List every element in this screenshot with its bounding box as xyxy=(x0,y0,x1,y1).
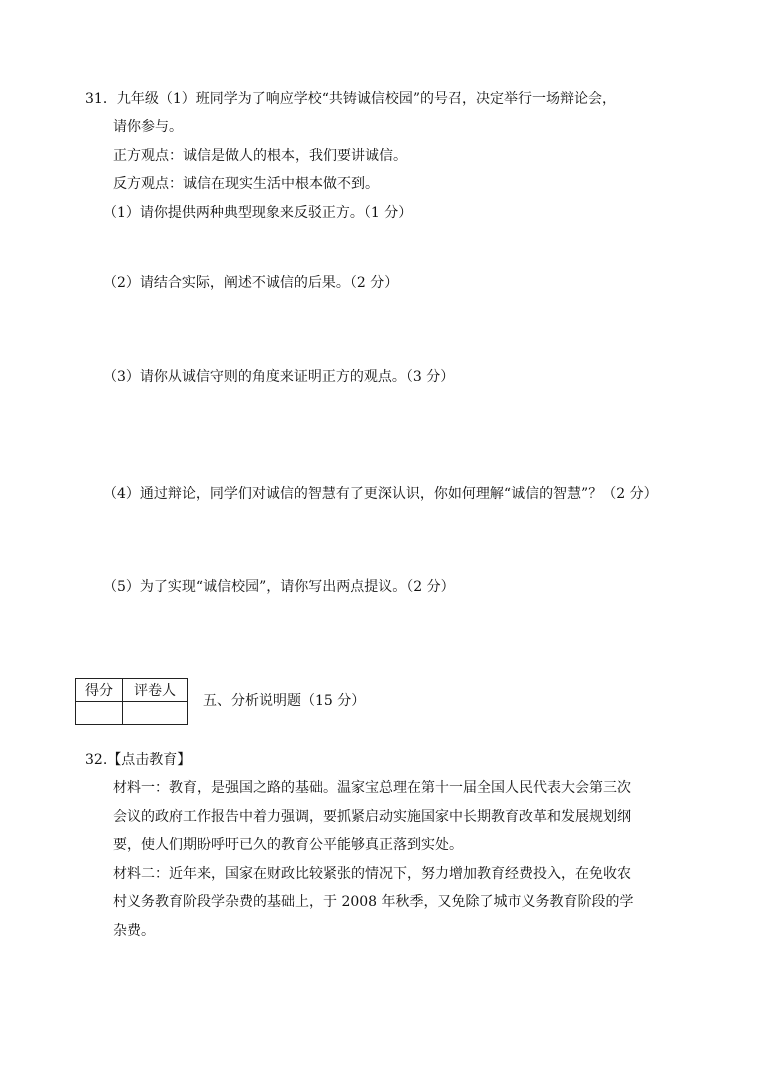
score-cell xyxy=(76,702,123,725)
q32-material1-line1: 材料一：教育，是强国之路的基础。温家宝总理在第十一届全国人民代表大会第三次 xyxy=(113,780,631,796)
q31-pro-viewpoint: 正方观点：诚信是做人的根本，我们要讲诚信。 xyxy=(113,148,407,164)
q32-material2-line3: 杂费。 xyxy=(113,923,155,939)
q31-stem-line2: 请你参与。 xyxy=(113,119,183,135)
q32-material1-line2: 会议的政府工作报告中着力强调，要抓紧启动实施国家中长期教育改革和发展规划纲 xyxy=(113,809,631,825)
q31-sub4: （4）通过辩论，同学们对诚信的智慧有了更深认识，你如何理解“诚信的智慧”？（2 分） xyxy=(103,486,658,502)
q31-sub5: （5）为了实现“诚信校园”，请你写出两点提议。（2 分） xyxy=(103,579,455,595)
q31-sub2: （2）请结合实际，阐述不诚信的后果。（2 分） xyxy=(103,275,399,291)
q31-con-viewpoint: 反方观点：诚信在现实生活中根本做不到。 xyxy=(113,176,379,192)
grader-cell xyxy=(123,702,188,725)
q32-title: 32.【点击教育】 xyxy=(85,752,192,768)
q31-stem-line1: 31．九年级（1）班同学为了响应学校“共铸诚信校园”的号召，决定举行一场辩论会， xyxy=(85,91,617,107)
score-header: 得分 xyxy=(76,679,123,702)
q32-material1-line3: 要，使人们期盼呼吁已久的教育公平能够真正落到实处。 xyxy=(113,837,463,853)
q32-material2-line2: 村义务教育阶段学杂费的基础上，于 2008 年秋季，又免除了城市义务教育阶段的学 xyxy=(113,894,634,910)
grader-header: 评卷人 xyxy=(123,679,188,702)
score-table xyxy=(75,678,188,725)
q32-material2-line1: 材料二：近年来，国家在财政比较紧张的情况下，努力增加教育经费投入，在免收农 xyxy=(113,866,631,882)
section5-title: 五、分析说明题（15 分） xyxy=(203,693,366,709)
q31-sub1: （1）请你提供两种典型现象来反驳正方。（1 分） xyxy=(103,205,413,221)
q31-sub3: （3）请你从诚信守则的角度来证明正方的观点。（3 分） xyxy=(103,369,455,385)
